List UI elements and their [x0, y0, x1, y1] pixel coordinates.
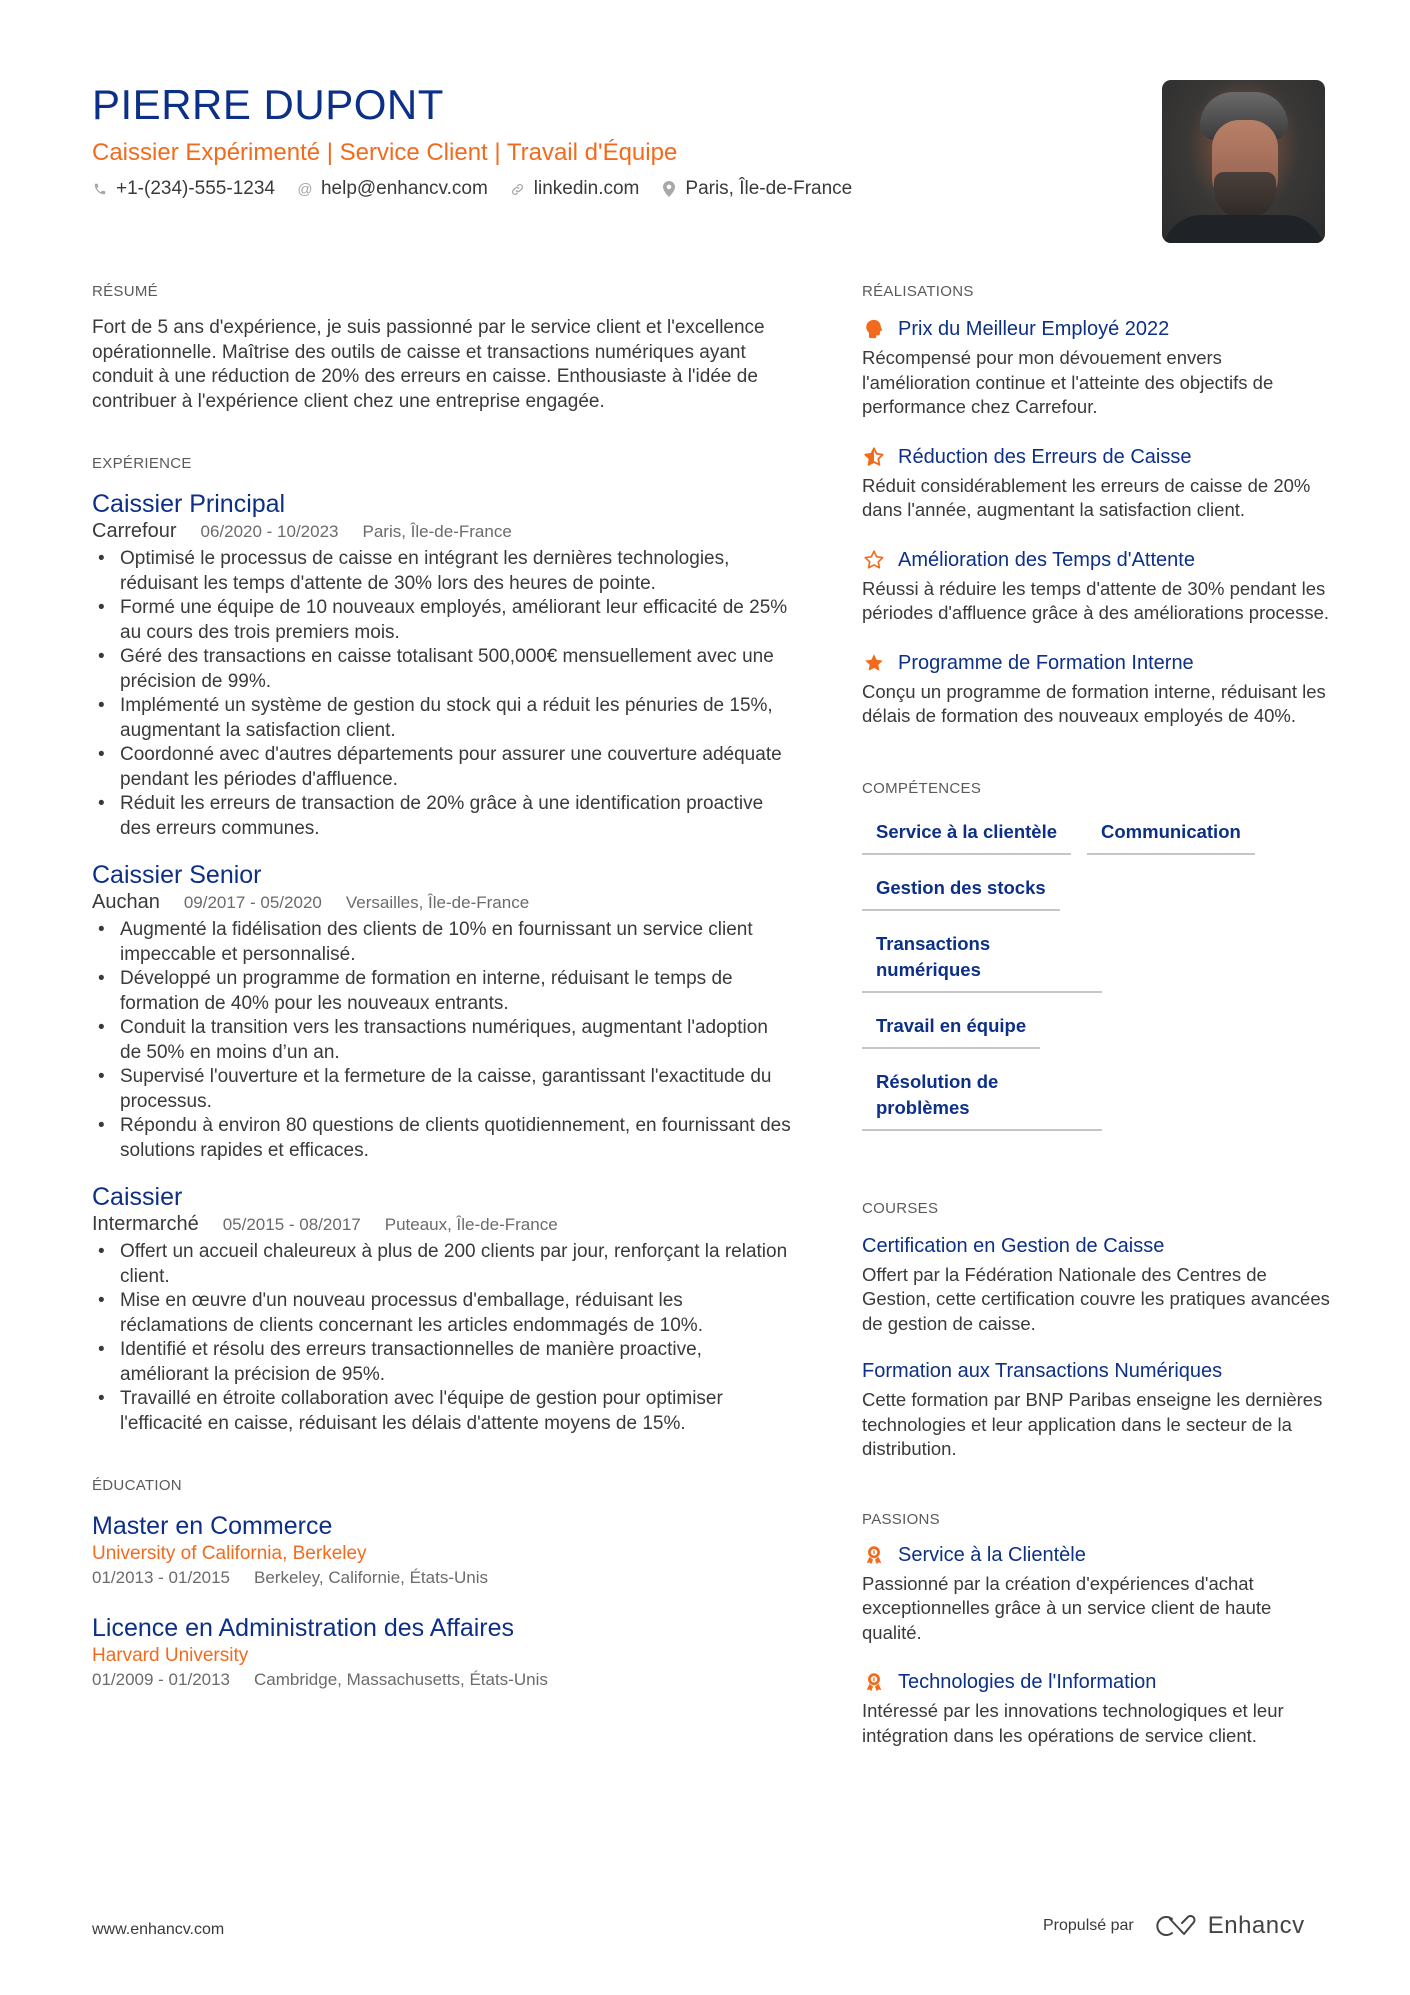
job-bullet: • Mise en œuvre d'un nouveau processus d'emballage, réduisant les réclamations de clients concernant les articles endommagés de 10%.	[92, 1289, 792, 1338]
education-meta	[92, 1668, 792, 1692]
job-dates: 09/2017 - 05/2020	[183, 893, 322, 912]
job-bullet: • Géré des transactions en caisse totalisant 500,000€ mensuellement avec une précision de 99%.	[92, 645, 792, 694]
achievement-description: Conçu un programme de formation interne, réduisant les délais de formation des nouveaux employés de 40%.	[862, 680, 1326, 726]
passions-heading: PASSIONS	[862, 1510, 940, 1528]
passion-title: Service à la Clientèle	[898, 1543, 1086, 1566]
achievement-description: Récompensé pour mon dévouement envers l'amélioration continue et l'atteinte des objectifs de performance chez Carrefour.	[862, 347, 1274, 417]
job-location: Versailles, Île-de-France	[345, 893, 530, 912]
education-entry	[92, 1510, 792, 1590]
skill-tag: Travail en équipe	[862, 1007, 1040, 1049]
achievement-description: Réussi à réduire les temps d'attente de 30% pendant les périodes d'affluence grâce à des améliorations processe.	[862, 577, 1329, 623]
job-bullet: • Optimisé le processus de caisse en intégrant les dernières technologies, réduisant les temps d'attente de 30% lors des heures de pointe.	[92, 547, 792, 596]
achievement-item	[862, 316, 1332, 420]
enhancv-brand-name: Enhancv	[1207, 1912, 1305, 1939]
job-dates: 06/2020 - 10/2023	[200, 522, 339, 541]
profile-photo	[1162, 80, 1325, 243]
education-section	[92, 1476, 792, 1692]
job-meta	[92, 891, 792, 914]
job-bullet: • Réduit les erreurs de transaction de 20% grâce à une identification proactive des erreurs communes.	[92, 792, 792, 841]
lightbulb-head-icon	[862, 317, 886, 341]
job-bullet: • Offert un accueil chaleureux à plus de 200 clients par jour, renforçant la relation client.	[92, 1240, 792, 1289]
at-sign-icon: @	[297, 180, 313, 198]
job-bullet: • Identifié et résolu des erreurs transactionnelles de manière proactive, améliorant la précision de 95%.	[92, 1338, 792, 1387]
right-column	[862, 282, 1332, 1748]
skill-tag: Gestion des stocks	[862, 869, 1060, 911]
education-location: Berkeley, Californie, États-Unis	[254, 1568, 489, 1587]
course-title: Certification en Gestion de Caisse	[862, 1234, 1165, 1257]
location-pin-icon	[661, 181, 677, 197]
job-location: Paris, Île-de-France	[362, 522, 512, 541]
job-meta	[92, 520, 792, 543]
achievement-title: Amélioration des Temps d'Attente	[898, 548, 1195, 571]
skill-tag: Service à la clientèle	[862, 813, 1071, 855]
footer-branding[interactable]	[1043, 1912, 1305, 1940]
achievement-item	[862, 547, 1332, 626]
job-title: Caissier	[92, 1183, 183, 1211]
phone-icon	[92, 182, 108, 196]
summary-text: Fort de 5 ans d'expérience, je suis passionné par le service client et l'excellence opérationnelle. Maîtrise des outils de caisse et transactions numériques ayant conduit à une réduction de 20% des erreurs en caisse. Enthousiaste à l'idée de contribuer à l'expérience client chez une entreprise engagée.	[92, 317, 765, 412]
phone-number: +1-(234)-555-1234	[116, 178, 275, 199]
courses-section	[862, 1199, 1332, 1462]
job-dates: 05/2015 - 08/2017	[222, 1215, 361, 1234]
contact-link[interactable]	[510, 178, 640, 200]
skills-list	[862, 813, 1302, 1145]
job-bullet: • Augmenté la fidélisation des clients de 10% en fournissant un service client impeccable et personnalisé.	[92, 918, 792, 967]
achievement-title: Prix du Meilleur Employé 2022	[898, 318, 1170, 340]
job-company: Intermarché	[92, 1213, 199, 1235]
award-ribbon-icon	[862, 1543, 886, 1567]
skill-tag: Communication	[1087, 813, 1255, 855]
star-outline-icon	[862, 548, 886, 572]
education-heading: ÉDUCATION	[92, 1477, 182, 1494]
passion-title: Technologies de l'Information	[898, 1671, 1157, 1693]
education-location: Cambridge, Massachusetts, États-Unis	[254, 1670, 548, 1689]
powered-by-label: Propulsé par	[1043, 1917, 1134, 1934]
job-meta	[92, 1213, 792, 1236]
job-bullet: • Répondu à environ 80 questions de clients quotidiennement, en fournissant des solutions rapides et efficaces.	[92, 1114, 792, 1163]
achievement-title: Programme de Formation Interne	[898, 651, 1194, 674]
job-bullet: • Supervisé l'ouverture et la fermeture de la caisse, garantissant l'exactitude du processus.	[92, 1065, 792, 1114]
contact-email[interactable]	[297, 178, 488, 200]
education-meta	[92, 1566, 792, 1590]
education-dates: 01/2009 - 01/2013	[92, 1670, 231, 1689]
job-bullets	[92, 1240, 792, 1436]
job-title: Caissier Senior	[92, 861, 262, 889]
course-item	[862, 1233, 1332, 1337]
job-bullet: • Développé un programme de formation en interne, réduisant le temps de formation de 40% pour les nouveaux entrants.	[92, 967, 792, 1016]
course-description: Offert par la Fédération Nationale des Centres de Gestion, cette certification couvre les pratiques avancées de gestion de caisse.	[862, 1263, 1330, 1334]
contact-phone	[92, 178, 275, 200]
passion-description: Passionné par la création d'expériences d'achat exceptionnelles grâce à un service client de haute qualité.	[862, 1572, 1272, 1643]
job-entry	[92, 859, 792, 1163]
skill-tag: Transactions numériques	[862, 925, 1102, 993]
job-entry	[92, 488, 792, 841]
job-company: Carrefour	[92, 520, 177, 542]
job-bullet: • Travaillé en étroite collaboration avec l'équipe de gestion pour optimiser l'efficacité en caisse, réduisant les délais d'attente moyens de 15%.	[92, 1387, 792, 1436]
job-bullets	[92, 547, 792, 841]
job-bullet: • Coordonné avec d'autres départements pour assurer une couverture adéquate pendant les périodes d'affluence.	[92, 743, 792, 792]
education-degree: Licence en Administration des Affaires	[92, 1614, 515, 1642]
education-dates: 01/2013 - 01/2015	[92, 1568, 231, 1587]
passions-section	[862, 1510, 1332, 1749]
job-entry	[92, 1181, 792, 1436]
enhancv-logo-icon	[1156, 1914, 1200, 1938]
left-column	[92, 282, 792, 1692]
linkedin-link[interactable]: linkedin.com	[533, 178, 640, 199]
job-company: Auchan	[92, 891, 160, 913]
passion-description: Intéressé par les innovations technologiques et leur intégration dans les opérations de service client.	[862, 1700, 1284, 1746]
experience-heading: EXPÉRIENCE	[92, 455, 192, 472]
experience-section	[92, 454, 792, 1436]
half-star-icon	[862, 445, 886, 469]
email-address[interactable]: help@enhancv.com	[320, 178, 488, 199]
skill-tag: Résolution de problèmes	[862, 1063, 1102, 1131]
enhancv-logo[interactable]	[1156, 1912, 1305, 1940]
education-entry	[92, 1612, 792, 1692]
education-school: Harvard University	[92, 1645, 249, 1666]
passion-item	[862, 1669, 1332, 1748]
summary-heading: RÉSUMÉ	[92, 283, 158, 300]
achievement-item	[862, 650, 1332, 729]
achievements-heading: RÉALISATIONS	[862, 283, 974, 300]
award-ribbon-icon	[862, 1670, 886, 1694]
education-degree: Master en Commerce	[92, 1512, 333, 1540]
achievements-section	[862, 282, 1332, 729]
course-title: Formation aux Transactions Numériques	[862, 1360, 1223, 1382]
contact-location	[661, 178, 852, 200]
candidate-name: PIERRE DUPONT	[92, 81, 444, 128]
link-icon	[510, 182, 526, 197]
course-description: Cette formation par BNP Paribas enseigne les dernières technologies et leur application dans le secteur de la distribution.	[862, 1389, 1323, 1459]
summary-section	[92, 282, 792, 414]
achievement-description: Réduit considérablement les erreurs de caisse de 20% dans l'année, augmentant la satisfaction client.	[862, 474, 1311, 520]
contact-bar	[92, 178, 1142, 200]
job-bullet: • Formé une équipe de 10 nouveaux employés, améliorant leur efficacité de 25% au cours des trois premiers mois.	[92, 596, 792, 645]
achievement-title: Réduction des Erreurs de Caisse	[898, 445, 1192, 468]
candidate-headline: Caissier Expérimenté | Service Client | Travail d'Équipe	[92, 139, 678, 166]
job-bullet: • Conduit la transition vers les transactions numériques, augmentant l'adoption de 50% en moins d’un an.	[92, 1016, 792, 1065]
job-bullet: • Implémenté un système de gestion du stock qui a réduit les pénuries de 15%, augmentant la satisfaction client.	[92, 694, 792, 743]
resume-header	[92, 80, 1142, 200]
job-location: Puteaux, Île-de-France	[384, 1215, 558, 1234]
star-filled-icon	[862, 651, 886, 675]
job-bullets	[92, 918, 792, 1163]
courses-heading: COURSES	[862, 1199, 939, 1217]
course-item	[862, 1358, 1332, 1462]
education-school: University of California, Berkeley	[92, 1543, 367, 1564]
passion-item	[862, 1542, 1332, 1646]
location-text: Paris, Île-de-France	[685, 178, 853, 199]
footer-website-link[interactable]: www.enhancv.com	[92, 1921, 225, 1938]
achievement-item	[862, 444, 1332, 523]
skills-heading: COMPÉTENCES	[862, 779, 982, 797]
skills-section	[862, 779, 1332, 1145]
job-title: Caissier Principal	[92, 490, 286, 518]
